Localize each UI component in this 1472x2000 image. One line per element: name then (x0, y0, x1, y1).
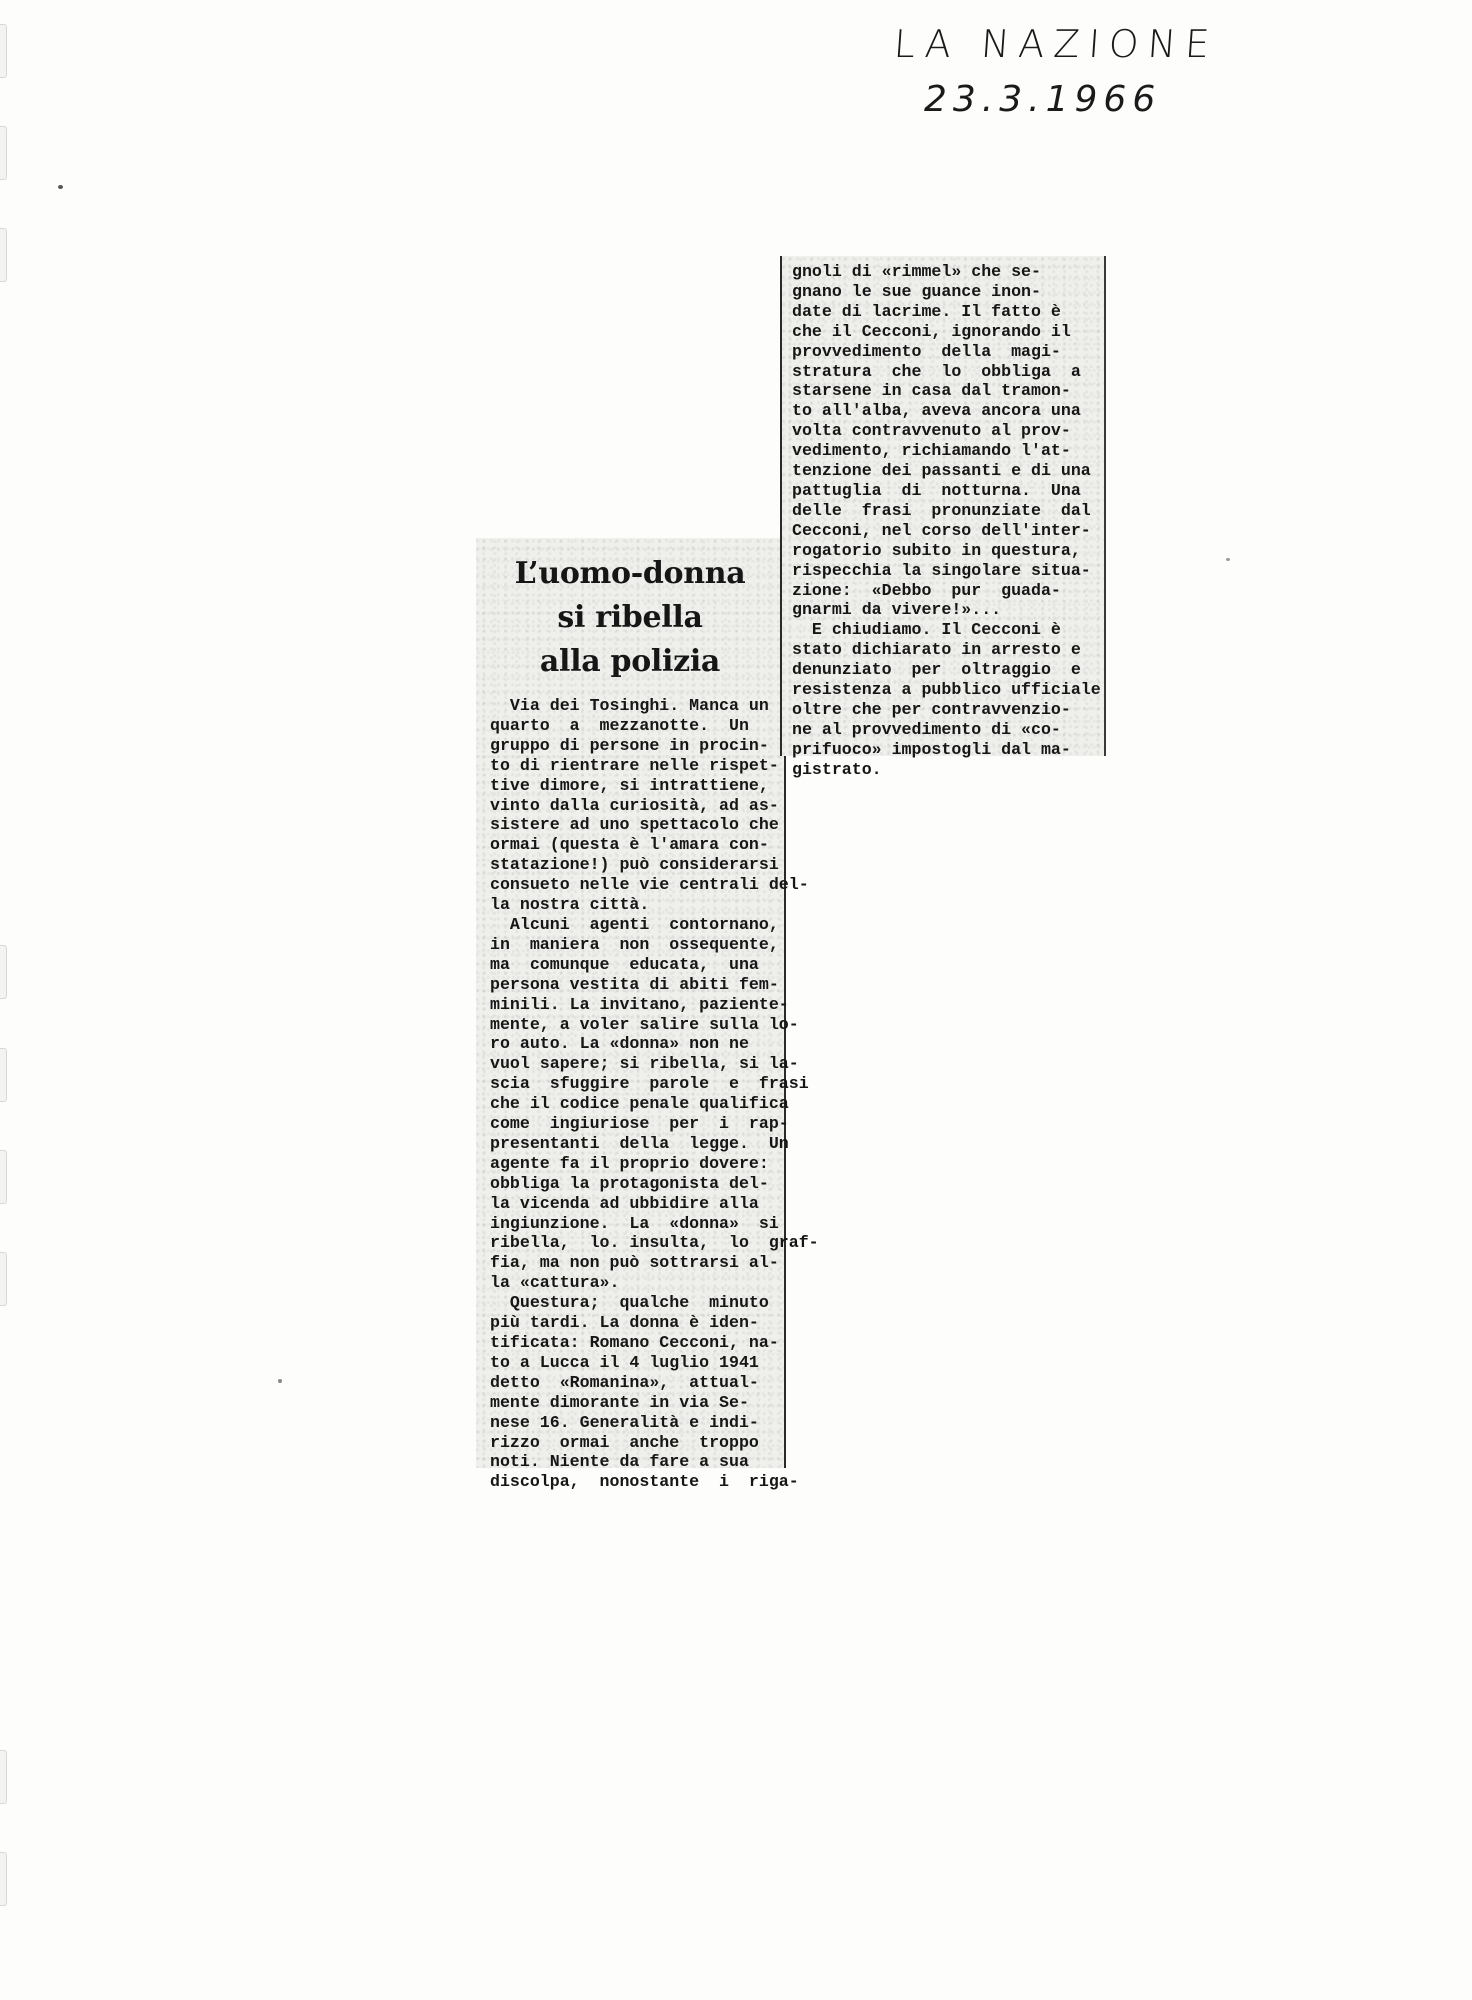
text-line: oltre che per contravvenzio- (792, 699, 1071, 719)
ink-speck (278, 1379, 282, 1383)
text-line: Alcuni agenti contornano, (490, 914, 779, 934)
text-line: detto «Romanina», attual- (490, 1372, 759, 1392)
article-body-left (476, 696, 819, 1492)
text-line: gnano le sue guance inon- (792, 281, 1041, 301)
text-line: E chiudiamo. Il Cecconi è (792, 620, 1061, 640)
text-line: che il codice penale qualifica (490, 1094, 789, 1114)
text-line: to di rientrare nelle rispet- (490, 755, 779, 775)
text-line: più tardi. La donna è iden- (490, 1313, 759, 1333)
text-line: ingiunzione. La «donna» si (490, 1213, 779, 1233)
text-line: pattuglia di notturna. Una (792, 480, 1081, 500)
text-line: minili. La invitano, paziente- (490, 994, 789, 1014)
text-line: starsene in casa dal tramon- (792, 381, 1071, 401)
headline-line: alla polizia (539, 644, 721, 679)
binder-mark (0, 1048, 7, 1102)
text-line: scia sfuggire parole e frasi (490, 1074, 809, 1094)
text-line: presentanti della legge. Un (490, 1133, 789, 1153)
text-line: prifuoco» impostogli dal ma- (792, 739, 1071, 759)
binder-mark (0, 1852, 7, 1906)
publication-date: 23.3.1966 (924, 79, 1162, 120)
text-line: statazione!) può considerarsi (490, 855, 779, 875)
text-line: mente, a voler salire sulla lo- (490, 1014, 799, 1034)
clipping-left-column (476, 538, 819, 1492)
text-line: to a Lucca il 4 luglio 1941 (490, 1352, 759, 1372)
text-line: tificata: Romano Cecconi, na- (490, 1333, 779, 1352)
text-line: nese 16. Generalità e indi- (490, 1412, 759, 1432)
text-line: rogatorio subito in questura, (792, 540, 1081, 560)
headline-line: si ribella (557, 600, 703, 635)
text-line: vuol sapere; si ribella, si la- (490, 1054, 799, 1074)
text-line: ne al provvedimento di «co- (792, 719, 1061, 739)
text-line: resistenza a pubblico ufficiale (792, 680, 1101, 700)
text-line: gruppo di persone in procin- (490, 735, 769, 755)
text-line: to all'alba, aveva ancora una (792, 401, 1081, 421)
text-line: agente fa il proprio dovere: (490, 1153, 769, 1173)
text-line: discolpa, nonostante i riga- (490, 1472, 799, 1492)
clipping-right-column (780, 256, 1106, 779)
binder-mark (0, 24, 7, 78)
binder-mark (0, 228, 7, 282)
text-line: gnoli di «rimmel» che se- (792, 262, 1041, 281)
text-line: la vicenda ad ubbidire alla (490, 1193, 759, 1213)
text-line: vinto dalla curiosità, ad as- (490, 795, 779, 815)
text-line: sistere ad uno spettacolo che (490, 815, 779, 835)
newspaper-name: LA NAZIONE (892, 22, 1220, 66)
headline (476, 552, 784, 684)
text-line: in maniera non ossequente, (490, 934, 779, 954)
text-line: rizzo ormai anche troppo (490, 1432, 759, 1452)
text-line: persona vestita di abiti fem- (490, 974, 779, 994)
text-line: la «cattura». (490, 1273, 620, 1293)
text-line: gistrato. (792, 759, 882, 779)
text-line: la nostra città. (490, 895, 650, 915)
text-line: rispecchia la singolare situa- (792, 560, 1091, 580)
text-line: quarto a mezzanotte. Un (490, 715, 749, 735)
text-line: tenzione dei passanti e di una (792, 461, 1091, 481)
text-line: come ingiuriose per i rap- (490, 1114, 789, 1134)
text-line: consueto nelle vie centrali del- (490, 875, 809, 895)
binder-mark (0, 126, 7, 180)
headline-line: L’uomo-donna (514, 556, 746, 591)
binder-mark (0, 1252, 7, 1306)
text-line: denunziato per oltraggio e (792, 660, 1081, 680)
handwritten-annotation (890, 18, 1220, 130)
text-line: Via dei Tosinghi. Manca un (490, 696, 769, 715)
ink-speck (58, 185, 63, 189)
text-line: stratura che lo obbliga a (792, 361, 1081, 381)
text-line: date di lacrime. Il fatto è (792, 301, 1061, 321)
text-line: zione: «Debbo pur guada- (792, 580, 1061, 600)
binder-mark (0, 945, 7, 999)
binder-mark (0, 1150, 7, 1204)
text-line: ormai (questa è l'amara con- (490, 835, 769, 855)
article-body-right (782, 256, 1104, 780)
text-line: provvedimento della magi- (792, 341, 1061, 361)
text-line: che il Cecconi, ignorando il (792, 321, 1071, 341)
text-line: stato dichiarato in arresto e (792, 640, 1081, 660)
text-line: ma comunque educata, una (490, 954, 759, 974)
ink-speck (1226, 558, 1230, 561)
text-line: tive dimore, si intrattiene, (490, 775, 769, 795)
text-line: noti. Niente da fare a sua (490, 1452, 749, 1472)
text-line: vedimento, richiamando l'at- (792, 441, 1071, 461)
text-line: fia, ma non può sottrarsi al- (490, 1253, 779, 1273)
text-line: volta contravvenuto al prov- (792, 421, 1071, 441)
text-line: mente dimorante in via Se- (490, 1392, 749, 1412)
text-line: gnarmi da vivere!»... (792, 600, 1002, 620)
text-line: delle frasi pronunziate dal (792, 500, 1091, 520)
text-line: Questura; qualche minuto (490, 1293, 769, 1313)
text-line: obbliga la protagonista del- (490, 1173, 769, 1193)
binder-mark (0, 1750, 7, 1804)
text-line: ro auto. La «donna» non ne (490, 1034, 749, 1054)
text-line: Cecconi, nel corso dell'inter- (792, 520, 1091, 540)
text-line: ribella, lo. insulta, lo graf- (490, 1233, 819, 1253)
